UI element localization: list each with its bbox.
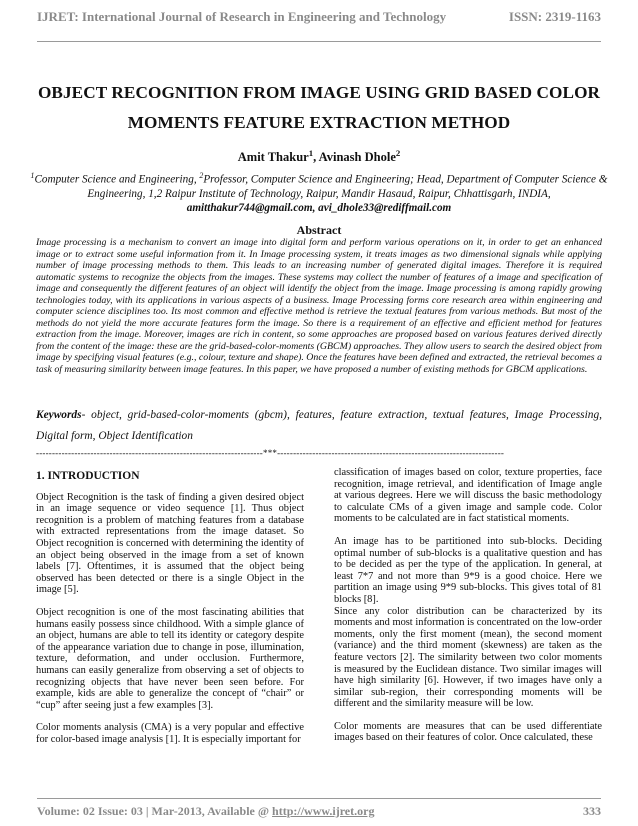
left-column	[36, 471, 304, 756]
author-2: Avinash Dhole	[318, 150, 396, 165]
authors	[0, 148, 638, 165]
affiliation	[30, 169, 608, 215]
section-separator: -----------------------------------------------------------------------***-----------------------------------------------------------------------	[36, 448, 505, 458]
affil-part-2: Professor, Computer Science and Engineering; Head, Department of Computer Science & Engineering, 1,2 Raipur Institute of Technology, Raipur, Mandir Hasaud, Raipur, Chhattisgarh, INDIA,	[87, 173, 608, 200]
author-emails: amitthakur744@gmail.com, avi_dhole33@rediffmail.com	[186, 201, 452, 214]
paragraph: Object Recognition is the task of finding a given desired object in an image sequence or video sequence [1]. Thus object recognition is a problem of matching features from a database with extracted representations from the image dataset. So Object recognition is concerned with determining the identity of an object being observed in the image from a set of known labels [7]. Oftentimes, it is assumed that the object being observed has been detected or there is a single Object in the image [5].	[36, 491, 304, 596]
author-1-sup: 1	[308, 148, 314, 158]
affil-sup-1: 1	[30, 171, 35, 180]
author-1: Amit Thakur	[237, 150, 309, 165]
page-header	[37, 9, 601, 42]
paragraph: An image has to be partitioned into sub-blocks. Deciding optimal number of sub-blocks is a qualitative question and has to be decided as per the type of the application. In general, at least 7*7 and not more than 9*9 is a good choice. Here we partition an image using 9*9 sub-blocks. This gives total of 81 blocks [8].	[334, 535, 602, 605]
affil-part-1: Computer Science and Engineering,	[34, 173, 200, 186]
author-separator: ,	[313, 150, 319, 165]
affil-sup-2: 2	[199, 171, 204, 180]
section-heading-introduction: 1. INTRODUCTION	[36, 470, 140, 482]
footer-volume-info	[37, 804, 374, 819]
keywords-text: - object, grid-based-color-moments (gbcm), features, feature extraction, textual features, Image Processing, Digital form, Object Identification	[36, 409, 602, 442]
title-line-1: OBJECT RECOGNITION FROM IMAGE USING GRID BASED COLOR	[37, 83, 601, 102]
paragraph: Since any color distribution can be characterized by its moments and most information is concentrated on the low-order moments, only the first moment (mean), the second moment (variance) and the third moment (skewness) are taken as the feature vectors [2]. The similarity between two color moments is measured by the Euclidean distance. Two similar images will have high similarity [6]. However, if two images have only a similar sub-region, their corresponding moments will be different and the similarity measure will be low.	[334, 605, 602, 710]
abstract-text: Image processing is a mechanism to convert an image into digital form and perform various operations on it, in order to get an enhanced image or to extract some useful information from it. In Image processing system, it treats images as two dimensional signals while applying number of image processing methods to them. This leads to an increasing number of generated digital images. Therefore it is required automatic systems to recognize the objects from the images. These systems may collect the number of features of a image and specification of image and consequently the different features of an object will identify the object from the image. Image processing is among rapidly growing technologies today, with its applications in various aspects of a business. Image Processing forms core research area within engineering and computer science disciplines too. Its most common and effective method is retrieve the textual features from various methods. But most of the methods do not yield the more accurate features form the image. So there is a requirement of an effective and efficient method for features extraction from the image. Moreover, images are rich in content, so some approaches are proposed based on various features derived directly from the content of the image: these are the grid-based-color-moments (GBCM) approaches. They allow users to search the desired object from image by specifying visual features (e.g., colour, texture and shape). Once the features have been defined and extracted, the retrieval becomes a task of measuring similarity between image features. In this paper, we have proposed a number of existing methods for GBCM applications.	[36, 237, 602, 375]
paper-title	[20, 78, 618, 138]
page-number: 333	[583, 804, 601, 818]
issn: ISSN: 2319-1163	[508, 9, 601, 24]
author-2-sup: 2	[395, 148, 401, 158]
title-line-2: MOMENTS FEATURE EXTRACTION METHOD	[127, 113, 511, 132]
journal-link[interactable]: http://www.ijret.org	[272, 804, 375, 818]
journal-name: IJRET: International Journal of Research in Engineering and Technology	[37, 9, 447, 24]
paragraph: Color moments analysis (CMA) is a very popular and effective for color-based image analysis [1]. It is especially important for	[36, 722, 304, 745]
keywords	[36, 405, 602, 447]
paragraph: classification of images based on color, texture properties, face recognition, image retrieval, and identification of Image angle at various degrees. Here we will discuss the basic methodology to calculate CMs of a given image and sample code. Color moments to be calculated are in fact statistical moments.	[334, 467, 602, 525]
footer-prefix: Volume: 02 Issue: 03 | Mar-2013, Available @	[37, 804, 273, 818]
paragraph: Color moments are measures that can be used differentiate images based on their features of color. Once calculated, these	[334, 720, 602, 744]
keywords-label: Keywords	[36, 409, 82, 421]
abstract-heading: Abstract	[296, 223, 342, 237]
right-column	[334, 467, 602, 755]
paragraph: Object recognition is one of the most fascinating abilities that humans easily possess since childhood. With a simple glance of an object, humans are able to tell its identity or category despite of the appearance variation due to change in pose, illumination, texture, deformation, and under occlusion. Furthermore, humans can easily generalize from observing a set of objects to recognizing objects that have never been seen before. For example, kids are able to generalize the concept of “chair” or “cup” after seeing just a few examples [3].	[36, 606, 304, 711]
page-footer	[37, 798, 601, 819]
